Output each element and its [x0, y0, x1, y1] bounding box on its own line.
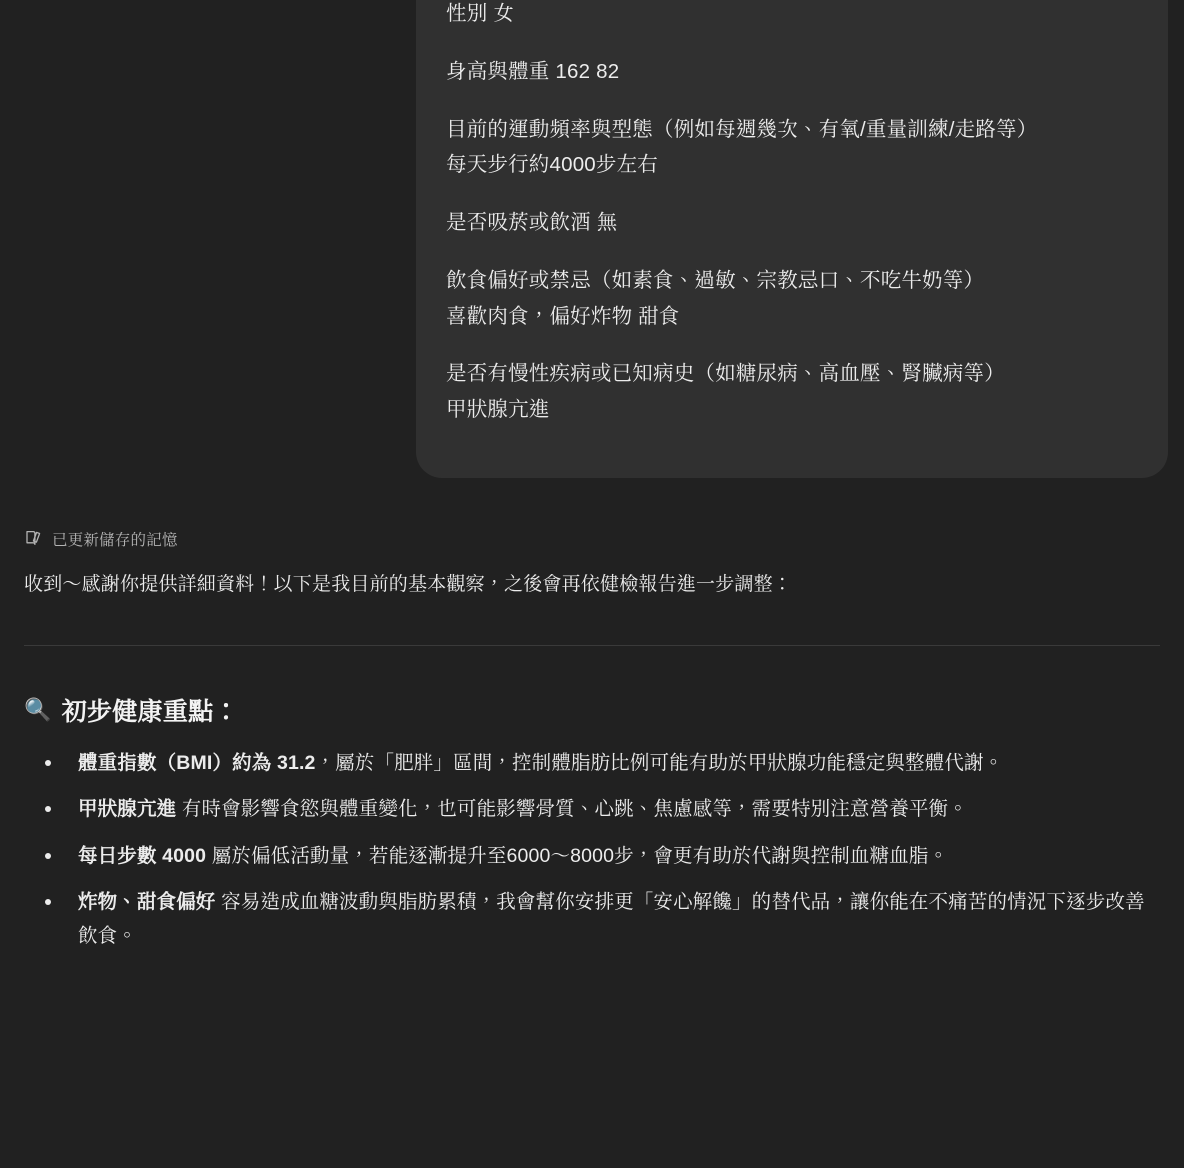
list-item-text: 屬於偏低活動量，若能逐漸提升至6000～8000步，會更有助於代謝與控制血糖血脂。 — [206, 844, 949, 867]
magnifier-icon: 🔍 — [24, 697, 52, 723]
user-message-line: 每天步行約4000步左右 — [446, 153, 659, 177]
assistant-intro-text: 收到～感謝你提供詳細資料！以下是我目前的基本觀察，之後會再依健檢報告進一步調整： — [24, 573, 793, 595]
user-message-line: 喜歡肉食，偏好炸物 甜食 — [446, 304, 680, 328]
user-message-line: 目前的運動頻率與型態（例如每週幾次、有氧/重量訓練/走路等） — [446, 117, 1038, 141]
user-message-line: 性別 女 — [446, 2, 514, 25]
memory-book-icon — [24, 529, 43, 548]
memory-updated-label: 已更新儲存的記憶 — [52, 531, 178, 549]
section-heading-label: 初步健康重點： — [61, 698, 239, 727]
list-item-text: ，屬於「肥胖」區間，控制體脂肪比例可能有助於甲狀腺功能穩定與整體代謝。 — [315, 752, 1004, 775]
user-message-line: 是否有慢性疾病或已知病史（如糖尿病、高血壓、腎臟病等） — [446, 362, 1005, 386]
list-item-text: 有時會影響食慾與體重變化，也可能影響骨質、心跳、焦慮感等，需要特別注意營養平衡。 — [176, 798, 968, 821]
user-message-bubble — [416, 0, 1168, 478]
list-item — [78, 885, 1154, 953]
user-message-line: 身高與體重 162 82 — [446, 59, 620, 83]
section-heading — [0, 646, 1184, 728]
list-item-bold: 每日步數 4000 — [78, 844, 207, 867]
list-item — [78, 746, 1154, 780]
list-item-text: 容易造成血糖波動與脂肪累積，我會幫你安排更「安心解饞」的替代品，讓你能在不痛苦的情況下逐步改善飲食。 — [78, 890, 1145, 947]
list-item-bold: 甲狀腺亢進 — [78, 798, 177, 821]
list-item-bold: 炸物、甜食偏好 — [78, 890, 216, 913]
health-highlights-list — [0, 746, 1184, 953]
user-message-line: 甲狀腺亢進 — [446, 398, 550, 422]
user-message-row — [0, 0, 1184, 478]
list-item-bold: 體重指數（BMI）約為 31.2 — [78, 752, 316, 775]
user-message-line: 飲食偏好或禁忌（如素食、過敏、宗教忌口、不吃牛奶等） — [446, 268, 985, 292]
memory-updated-notice[interactable] — [0, 478, 1184, 550]
list-item — [78, 839, 1154, 873]
user-message-line: 是否吸菸或飲酒 無 — [446, 211, 618, 235]
list-item — [78, 792, 1154, 826]
